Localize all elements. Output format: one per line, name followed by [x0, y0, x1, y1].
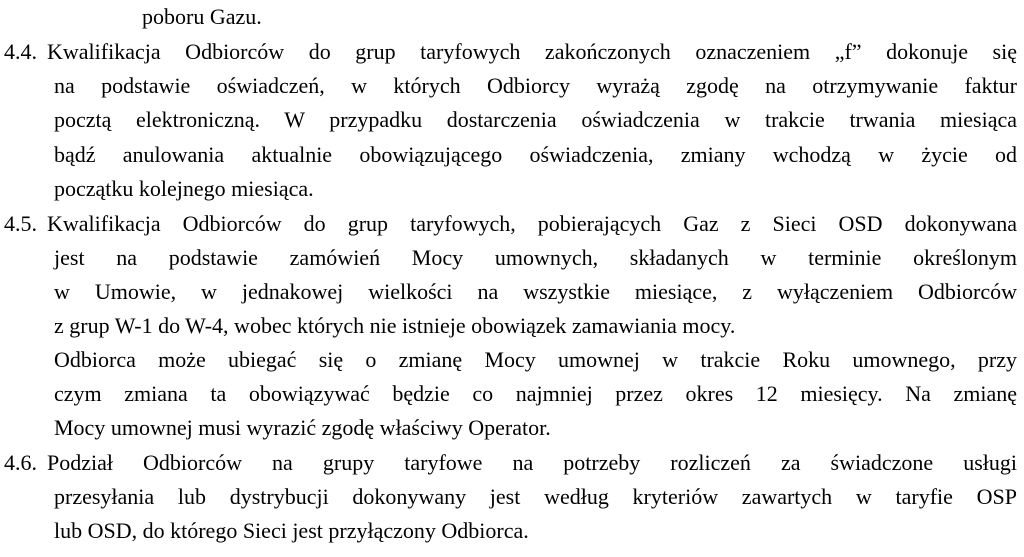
section-4-5-line-5: Odbiorca może ubiegać się o zmianę Mocy umownej w trakcie Roku umownego, przy: [54, 347, 1017, 372]
section-4-4-line-1: Kwalifikacja Odbiorców do grup taryfowych zakończonych oznaczeniem „f” dokonuje się: [47, 39, 1017, 64]
section-4-5-line-6: czym zmiana ta obowiązywać będzie co najmniej przez okres 12 miesięcy. Na zmianę: [54, 381, 1017, 406]
section-4-4-line-2: na podstawie oświadczeń, w których Odbiorcy wyrażą zgodę na otrzymywanie faktur: [54, 73, 1017, 98]
section-4-5-line-3: w Umowie, w jednakowej wielkości na wszystkie miesiące, z wyłączeniem Odbiorców: [54, 279, 1017, 304]
section-4-5-line-2: jest na podstawie zamówień Mocy umownych, składanych w terminie określonym: [54, 245, 1017, 270]
section-4-5-line-4: z grup W-1 do W-4, wobec których nie istnieje obowiązek zamawiania mocy.: [54, 313, 736, 338]
section-4-5-line-7: Mocy umownej musi wyrazić zgodę właściwy Operator.: [54, 415, 551, 440]
section-4-6-line-3: lub OSD, do którego Sieci jest przyłączony Odbiorca.: [54, 518, 529, 543]
continuation-text: poboru Gazu.: [142, 4, 262, 29]
section-number-4-6: 4.6.: [4, 450, 37, 475]
section-4-4-line-3: pocztą elektroniczną. W przypadku dostarczenia oświadczenia w trakcie trwania miesiąca: [54, 107, 1017, 132]
section-4-6-line-2: przesyłania lub dystrybucji dokonywany jest według kryteriów zawartych w taryfie OSP: [54, 484, 1017, 509]
section-4-4-line-4: bądź anulowania aktualnie obowiązującego oświadczenia, zmiany wchodzą w życie od: [54, 142, 1017, 167]
section-4-4-line-5: początku kolejnego miesiąca.: [54, 176, 314, 201]
section-number-4-4: 4.4.: [4, 39, 37, 64]
section-4-5-line-1: Kwalifikacja Odbiorców do grup taryfowych, pobierających Gaz z Sieci OSD dokonywana: [47, 211, 1017, 236]
section-number-4-5: 4.5.: [4, 211, 37, 236]
section-4-6-line-1: Podział Odbiorców na grupy taryfowe na potrzeby rozliczeń za świadczone usługi: [47, 450, 1017, 475]
